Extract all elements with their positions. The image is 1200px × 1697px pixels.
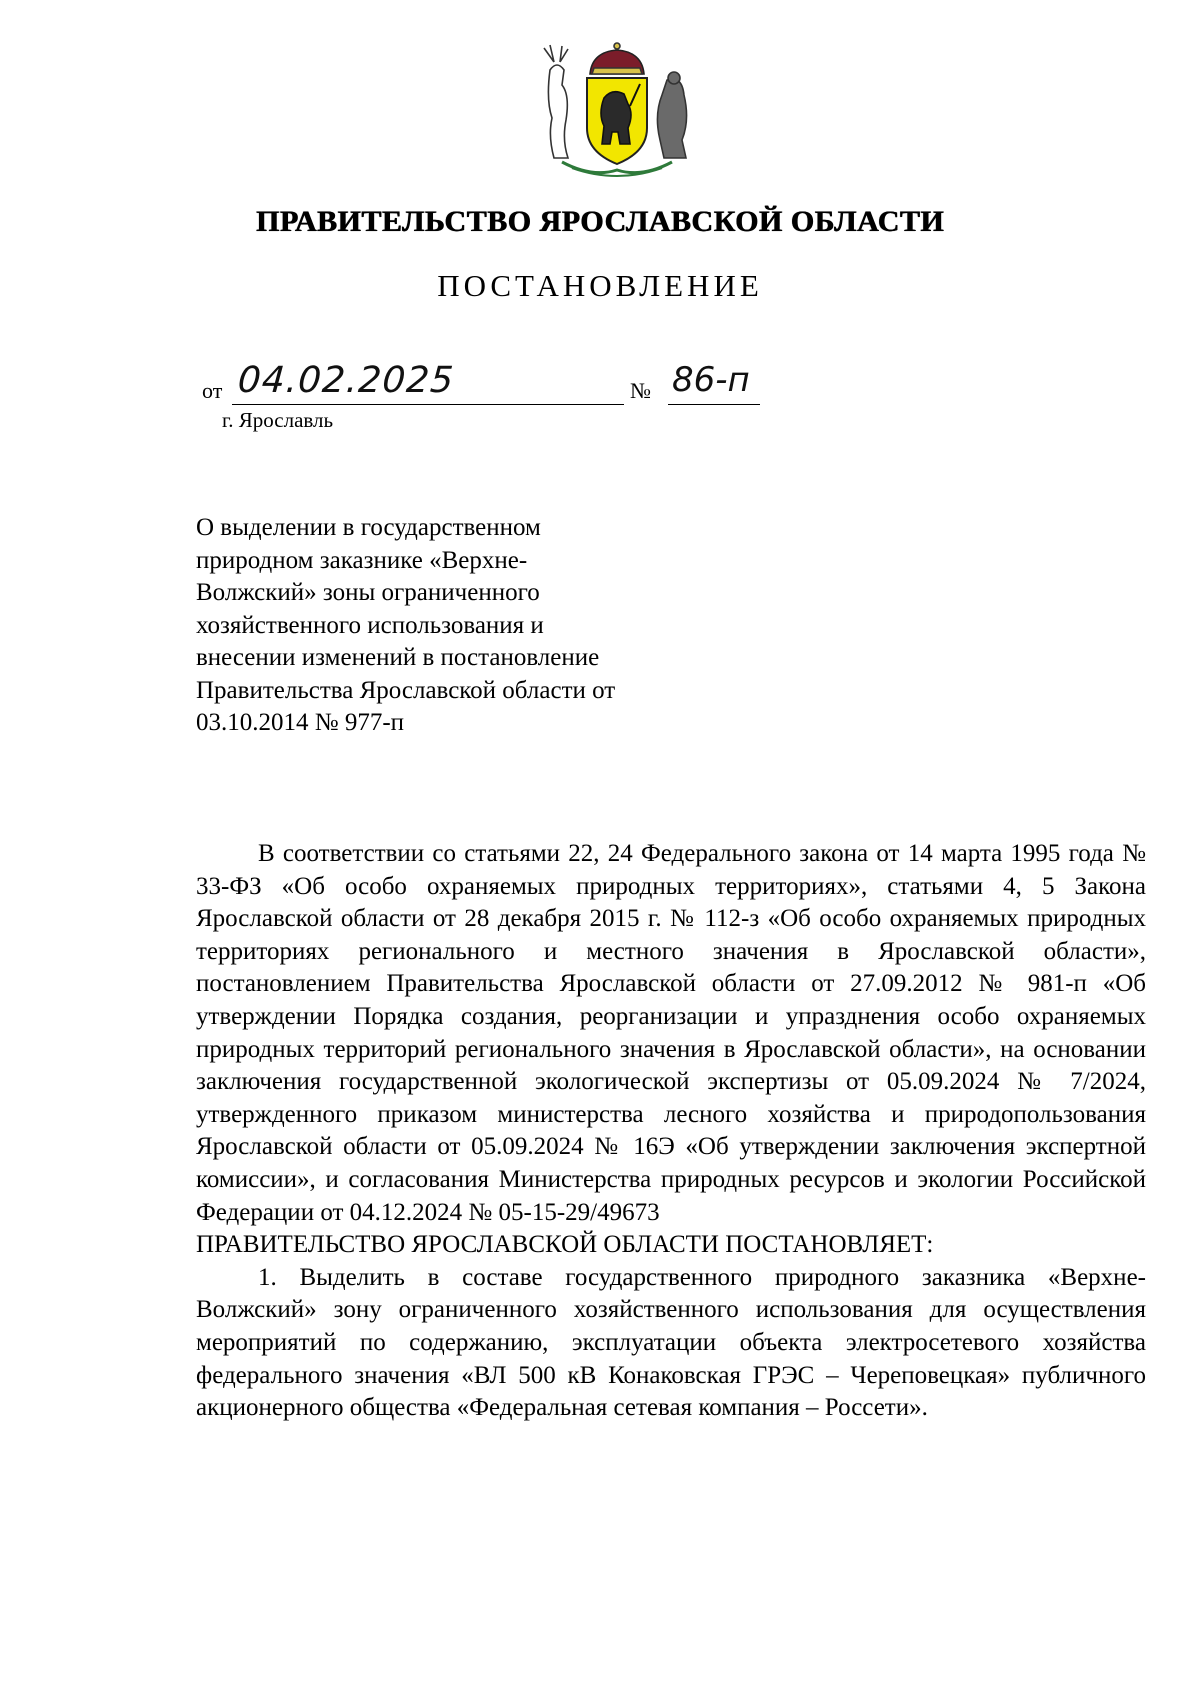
- date-number-row: [202, 360, 750, 406]
- city-line: г. Ярославль: [222, 408, 334, 432]
- item-1-paragraph: 1. Выделить в составе государственного природного заказника «Верхне-Волжский» зону ограниченного хозяйственного использования для осуществления мероприятий по содержанию, эксплуатации объекта электросетевого хозяйства федерального значения «ВЛ 500 кВ Конаковская ГРЭС – Череповецкая» публичного акционерного общества «Федеральная сетевая компания – Россети».: [196, 1263, 1146, 1422]
- coat-of-arms-emblem: [532, 40, 702, 180]
- date-label: от: [202, 378, 223, 403]
- number-underline: [668, 404, 760, 405]
- number-label: №: [630, 378, 651, 403]
- date-underline: [232, 404, 624, 405]
- document-type-title: ПОСТАНОВЛЕНИЕ: [437, 268, 763, 303]
- handwritten-date: 04.02.2025: [236, 360, 456, 401]
- resolution-subject: О выделении в государственном природном заказнике «Верхне-Волжский» зоны ограниченного хозяйственного использования и внесении изменений в постановление Правительства Ярославской области от 03.10.2014 № 977-п: [196, 514, 616, 736]
- organization-title: ПРАВИТЕЛЬСТВО ЯРОСЛАВСКОЙ ОБЛАСТИ: [255, 205, 945, 238]
- resolution-body: [196, 838, 1146, 1425]
- preamble-paragraph: В соответствии со статьями 22, 24 Федерального закона от 14 марта 1995 года № 33-ФЗ «Об особо охраняемых природных территориях», статьями 4, 5 Закона Ярославской области от 28 декабря 2015 г. № 112-з «Об особо охраняемых природных территориях регионального и местного значения в Ярославской области», постановлением Правительства Ярославской области от 27.09.2012 № 981-п «Об утверждении Порядка создания, реорганизации и упразднения особо охраняемых природных территорий регионального значения в Ярославской области», на основании заключения государственной экологической экспертизы от 05.09.2024 № 7/2024, утвержденного приказом министерства лесного хозяйства и природопользования Ярославской области от 05.09.2024 № 16Э «Об утверждении заключения экспертной комиссии», и согласования Министерства природных ресурсов и экологии Российской Федерации от 04.12.2024 № 05-15-29/49673: [196, 840, 1146, 1226]
- handwritten-number: 86-п: [672, 360, 750, 400]
- resolves-line: ПРАВИТЕЛЬСТВО ЯРОСЛАВСКОЙ ОБЛАСТИ ПОСТАНОВЛЯЕТ:: [196, 1231, 934, 1259]
